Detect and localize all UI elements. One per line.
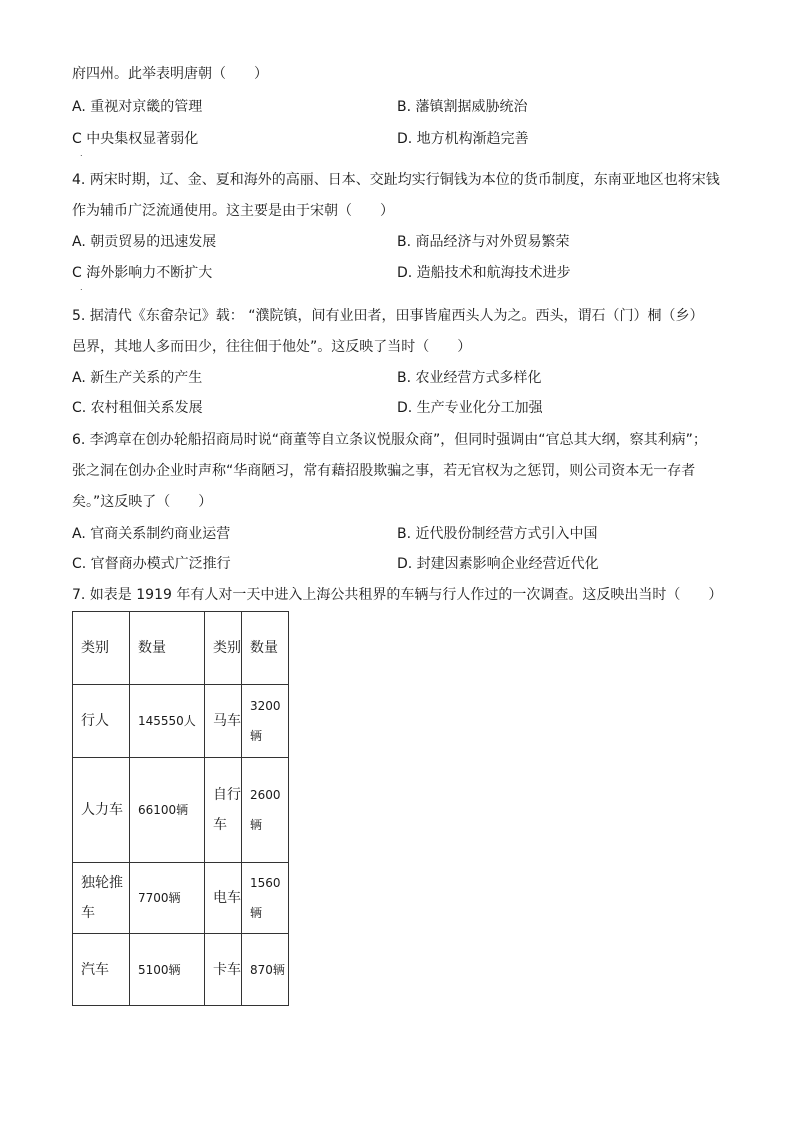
cell-count: 5100辆: [130, 934, 205, 1006]
cell-category: 行人: [73, 685, 130, 758]
q6-option-b: B. 近代股份制经营方式引入中国: [397, 526, 598, 542]
q6-option-c: C. 官督商办模式广泛推行: [72, 556, 231, 572]
q4-stem-line1: 4. 两宋时期，辽、金、夏和海外的高丽、日本、交趾均实行铜钱为本位的货币制度，东南亚地区也将宋钱: [72, 172, 720, 188]
cell-category-text: 电车: [213, 890, 241, 906]
cell-category-text: 卡车: [213, 961, 241, 978]
cell-category-text: 马车: [213, 713, 241, 729]
q3-stem-tail: 府四州。此举表明唐朝（ ）: [72, 66, 268, 82]
cell-count: 66100辆: [130, 758, 205, 863]
header-count-2: 数量: [242, 612, 289, 685]
cell-count-text: 2600辆: [250, 788, 281, 832]
cell-count-text: 1560辆: [250, 876, 281, 920]
header-category-2-text: 类别: [213, 640, 241, 656]
cell-category-text: 自行车: [213, 787, 241, 833]
q4-option-c: C 海外影响力不断扩大: [72, 265, 213, 281]
q5-stem-line1: 5. 据清代《东畲杂记》载： “濮院镇，间有业田者，田事皆雇西头人为之。西头，谓石（门）桐（乡）: [72, 308, 704, 324]
cell-category: [73, 863, 130, 934]
cell-category-text: 人力车: [81, 802, 123, 818]
q5-option-b: B. 农业经营方式多样化: [397, 370, 542, 386]
q3-option-a: A. 重视对京畿的管理: [72, 99, 203, 115]
cell-category: [205, 863, 242, 934]
cell-category: 汽车: [73, 934, 130, 1006]
cell-count-text: 870辆: [250, 962, 285, 977]
cell-count: [242, 758, 289, 863]
q6-option-d: D. 封建因素影响企业经营近代化: [397, 556, 599, 572]
q4-option-c-mark: .: [80, 283, 83, 292]
cell-count: [130, 685, 205, 758]
table-row: [73, 758, 289, 863]
cell-count: 7700辆: [130, 863, 205, 934]
q4-stem-line2: 作为辅币广泛流通使用。这主要是由于宋朝（ ）: [72, 203, 394, 219]
table-row: [73, 863, 289, 934]
q3-option-b: B. 藩镇割据威胁统治: [397, 99, 528, 115]
q4-option-b: B. 商品经济与对外贸易繁荣: [397, 234, 570, 250]
cell-count: [242, 934, 289, 1006]
traffic-survey-table: [72, 611, 289, 1006]
cell-count-text: 3200辆: [250, 699, 281, 743]
q5-stem-line2: 邑界，其地人多而田少，往往佃于他处”。这反映了当时（ ）: [72, 339, 472, 355]
q7-stem-line1: 7. 如表是 1919 年有人对一天中进入上海公共租界的车辆与行人作过的一次调查。这反映出当时（ ）: [72, 587, 723, 603]
cell-count-text: 145550人: [138, 714, 196, 728]
header-category-2: [205, 612, 242, 685]
q3-option-d: D. 地方机构渐趋完善: [397, 131, 529, 147]
table-row: [73, 685, 289, 758]
cell-category: [205, 934, 242, 1006]
table-header-row: [73, 612, 289, 685]
cell-count: [242, 863, 289, 934]
q6-stem-line1: 6. 李鸿章在创办轮船招商局时说“商董等自立条议悦服众商”，但同时强调由“官总其大纲，察其利病”；: [72, 432, 707, 448]
cell-category: [73, 758, 130, 863]
cell-category: [205, 758, 242, 863]
cell-category: [205, 685, 242, 758]
cell-category-text: 独轮推车: [81, 875, 123, 921]
q6-stem-line3: 矣。”这反映了（ ）: [72, 494, 213, 510]
header-category-1: 类别: [73, 612, 130, 685]
q5-option-a: A. 新生产关系的产生: [72, 370, 203, 386]
q5-option-c: C. 农村租佃关系发展: [72, 400, 203, 416]
cell-count: [242, 685, 289, 758]
q4-option-a: A. 朝贡贸易的迅速发展: [72, 234, 217, 250]
q4-option-d: D. 造船技术和航海技术进步: [397, 265, 571, 281]
q6-option-a: A. 官商关系制约商业运营: [72, 526, 231, 542]
q3-option-c: C 中央集权显著弱化: [72, 131, 199, 147]
q3-option-c-mark: .: [80, 149, 83, 158]
header-count-1: 数量: [130, 612, 205, 685]
q6-stem-line2: 张之洞在创办企业时声称“华商陋习，常有藉招股欺骗之事，若无官权为之惩罚，则公司资本无一存者: [72, 463, 696, 479]
table-row: [73, 934, 289, 1006]
q5-option-d: D. 生产专业化分工加强: [397, 400, 543, 416]
